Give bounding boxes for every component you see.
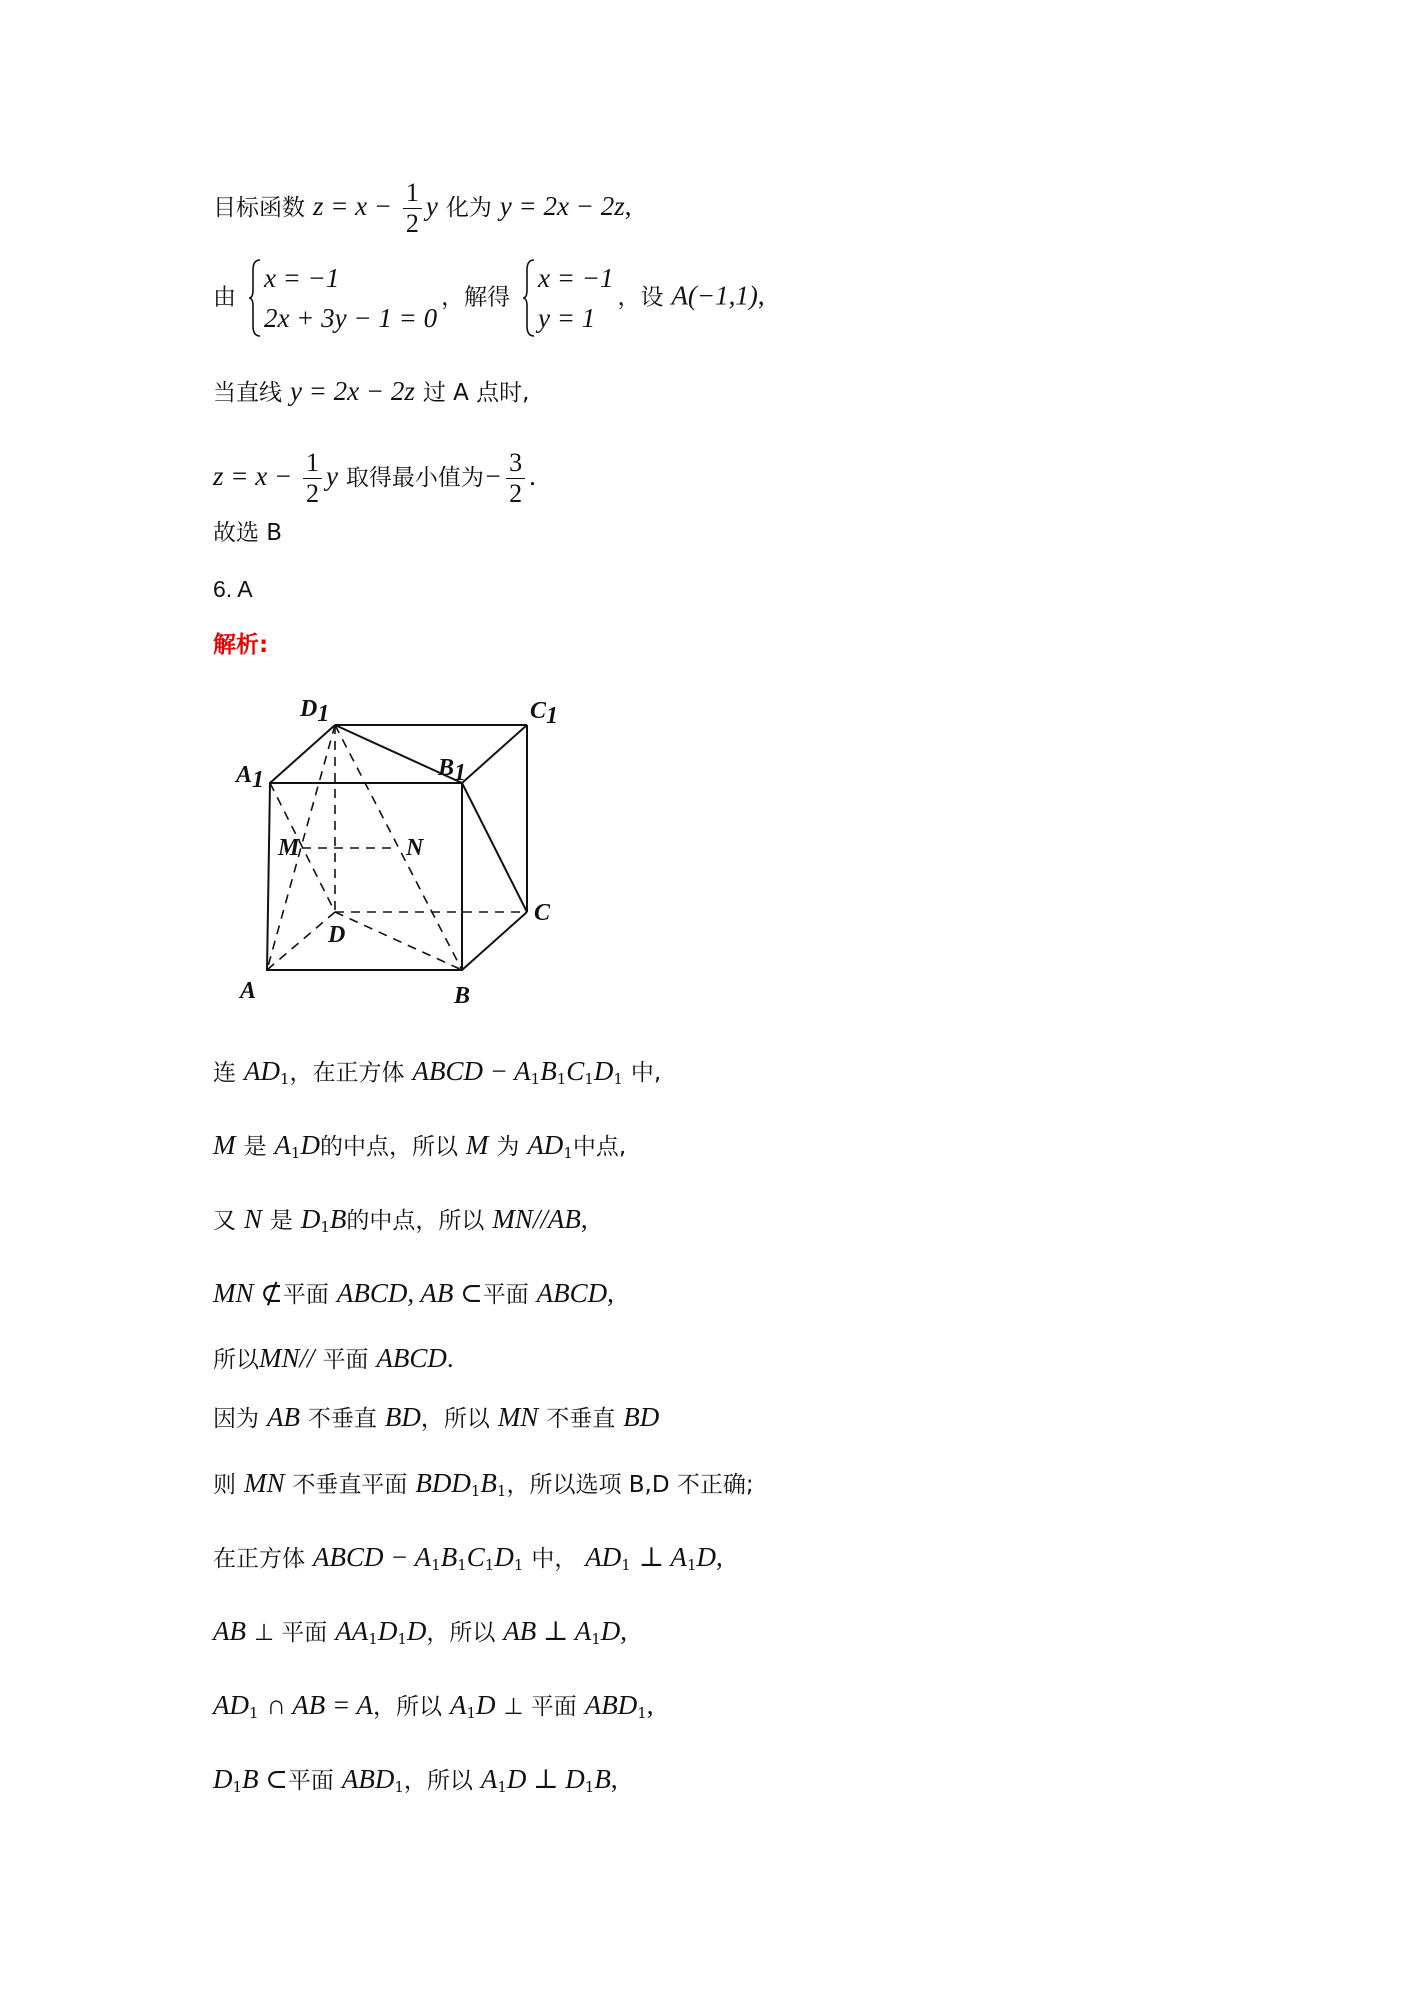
system-solve-line [213, 258, 765, 338]
choose-b: 故选 B [213, 520, 283, 546]
answer-6: 6. A [213, 576, 253, 602]
equation-system: x = −1 2x + 3y − 1 = 0 [248, 258, 437, 338]
edge-d-a [267, 912, 335, 970]
text: ，设 [617, 284, 664, 311]
fraction: $\frac{1}{2}$ [403, 178, 422, 239]
proof-line-8: 在正方体 ABCD − $A_1B_1C_1D_1$ 中， $AD_1$ ⊥ $A_1D$, [213, 1542, 723, 1574]
edge-a1-d1 [270, 725, 335, 783]
equation-system-solution: x = −1 y = 1 [522, 258, 613, 338]
proof-line-5: 所以MN// 平面 ABCD. [213, 1343, 454, 1373]
math: y = 2x − 2z [499, 191, 625, 221]
math: − [483, 461, 503, 491]
text: 取得最小值为 [345, 465, 484, 491]
text: 化为 [445, 195, 492, 221]
punct: . [529, 461, 536, 491]
punct: , [757, 280, 765, 311]
text: 目标函数 [213, 195, 305, 221]
text: ，解得 [441, 284, 511, 311]
proof-line-11: $D_1B$ ⊂平面 $ABD_1$，所以 $A_1D$ ⊥ $D_1B$, [213, 1764, 618, 1796]
label-d: D [328, 922, 346, 948]
math: z = x − [213, 461, 299, 491]
fraction: $\frac{3}{2}$ [506, 448, 525, 509]
punct: , [624, 191, 632, 221]
math: y [425, 191, 438, 221]
proof-line-2: M 是 $A_1D$的中点，所以 M 为 $AD_1$中点, [213, 1130, 627, 1162]
math: y = 2x − 2z [289, 376, 415, 406]
proof-line-3: 又 N 是 $D_1B$的中点，所以 MN//AB, [213, 1204, 588, 1236]
math: z = x − [312, 191, 399, 221]
front-face [267, 783, 462, 970]
proof-line-7: 则 MN 不垂直平面 $BDD_1B_1$，所以选项 B,D 不正确; [213, 1468, 754, 1500]
proof-line-1: 连 $AD_1$，在正方体 ABCD − $A_1B_1C_1D_1$ 中, [213, 1056, 662, 1088]
objective-function-line [213, 178, 631, 239]
proof-line-4: MN ⊄平面 ABCD, AB ⊂平面 ABCD, [213, 1278, 614, 1308]
edge-b1-c1 [462, 725, 527, 783]
line-through-a [213, 374, 530, 410]
edge-b1-c [462, 783, 527, 912]
edge-d-b [335, 912, 462, 970]
label-c1: C1 [530, 698, 559, 729]
minimum-value-line [213, 448, 536, 509]
cube-dashed-edges [267, 725, 527, 970]
text: 当直线 [213, 380, 282, 406]
analysis-label: 解析: [213, 632, 269, 658]
fraction: $\frac{1}{2}$ [303, 448, 322, 509]
label-c: C [534, 900, 551, 926]
cube-diagram [200, 680, 580, 1020]
label-d1: D1 [300, 696, 330, 727]
label-a: A [240, 978, 257, 1004]
label-n: N [406, 835, 424, 861]
edge-c-b [462, 912, 527, 970]
proof-line-6: 因为 AB 不垂直 BD，所以 MN 不垂直 BD [213, 1402, 660, 1432]
text: 过 A 点时, [422, 380, 530, 406]
proof-line-10: $AD_1$ ∩ AB = A，所以 $A_1D$ ⊥ 平面 $ABD_1$, [213, 1690, 654, 1722]
label-m: M [278, 835, 300, 861]
math: A(−1,1) [671, 280, 758, 311]
label-b: B [454, 983, 471, 1009]
label-b1: B1 [438, 755, 467, 786]
math: y [325, 461, 338, 491]
text: 由 [213, 284, 236, 311]
proof-line-9: AB ⊥ 平面 $AA_1D_1D$，所以 AB ⊥ $A_1D$, [213, 1616, 627, 1648]
label-a1: A1 [236, 762, 265, 793]
